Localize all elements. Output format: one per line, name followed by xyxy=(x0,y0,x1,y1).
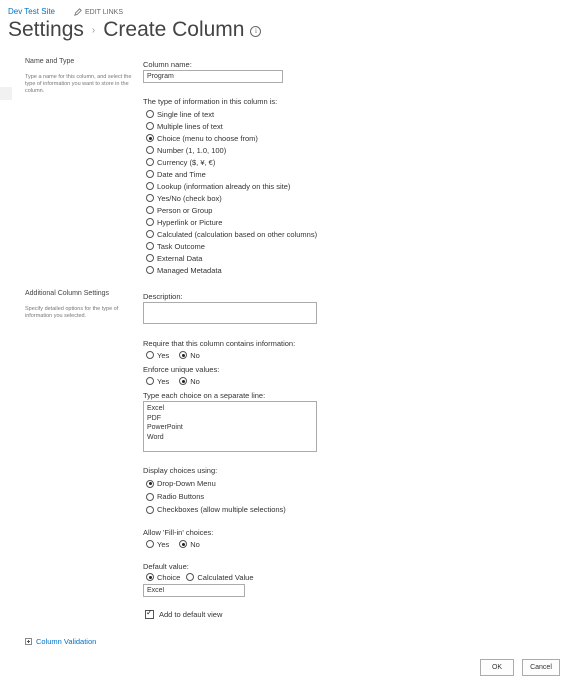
type-option[interactable] xyxy=(146,108,317,120)
type-option-label: External Data xyxy=(157,253,203,263)
column-validation-link[interactable] xyxy=(25,637,96,646)
type-option-label: Lookup (information already on this site) xyxy=(157,181,291,191)
default-choice-option[interactable] xyxy=(146,571,180,583)
type-option[interactable] xyxy=(146,168,317,180)
type-radio-list xyxy=(146,108,317,276)
unique-label: Enforce unique values: xyxy=(143,365,220,374)
type-option[interactable] xyxy=(146,252,317,264)
radio-icon xyxy=(146,493,154,501)
name-type-title: Name and Type xyxy=(25,58,75,65)
type-option-label: Multiple lines of text xyxy=(157,121,223,131)
display-radio-label: Radio Buttons xyxy=(157,492,205,501)
display-label: Display choices using: xyxy=(143,466,218,475)
radio-icon xyxy=(146,146,154,154)
unique-no-label: No xyxy=(190,376,200,386)
site-link[interactable]: Dev Test Site xyxy=(8,7,55,16)
default-calculated-label: Calculated Value xyxy=(197,572,254,582)
expand-plus-icon xyxy=(25,638,32,645)
type-label: The type of information in this column is: xyxy=(143,97,278,106)
ok-button[interactable]: OK xyxy=(480,659,514,676)
choice-line: PDF xyxy=(147,414,161,422)
require-label: Require that this column contains information: xyxy=(143,339,296,348)
type-option[interactable] xyxy=(146,120,317,132)
type-option[interactable] xyxy=(146,180,317,192)
type-option[interactable] xyxy=(146,204,317,216)
type-option[interactable] xyxy=(146,240,317,252)
type-option[interactable] xyxy=(146,264,317,276)
type-option-label: Task Outcome xyxy=(157,241,205,251)
default-value-options xyxy=(146,571,264,583)
type-option[interactable] xyxy=(146,144,317,156)
additional-settings-title: Additional Column Settings xyxy=(25,290,110,297)
column-name-input[interactable] xyxy=(143,70,283,83)
additional-settings-desc: Specify detailed options for the type of information you selected. xyxy=(25,306,119,319)
radio-selected-icon xyxy=(146,480,154,488)
radio-icon xyxy=(146,110,154,118)
radio-icon xyxy=(146,182,154,190)
radio-icon xyxy=(146,254,154,262)
fillin-options xyxy=(146,538,210,550)
radio-icon xyxy=(146,266,154,274)
require-yes-option[interactable] xyxy=(146,349,169,361)
radio-icon xyxy=(146,351,154,359)
radio-icon xyxy=(146,242,154,250)
type-option-label: Single line of text xyxy=(157,109,215,119)
require-options xyxy=(146,349,210,361)
radio-selected-icon xyxy=(179,377,187,385)
description-label: Description: xyxy=(143,292,183,301)
choice-line: Excel xyxy=(147,405,165,412)
breadcrumb-separator: › xyxy=(91,25,96,36)
require-yes-label: Yes xyxy=(157,350,170,360)
edit-links-label: EDIT LINKS xyxy=(85,8,123,16)
display-checkboxes-label: Checkboxes (allow multiple selections) xyxy=(157,505,286,514)
default-value-input[interactable] xyxy=(143,584,245,597)
display-checkboxes-option[interactable] xyxy=(146,503,286,516)
radio-icon xyxy=(186,573,194,581)
radio-icon xyxy=(146,218,154,226)
radio-selected-icon xyxy=(179,351,187,359)
radio-selected-icon xyxy=(179,540,187,548)
display-options xyxy=(146,477,286,516)
type-option-label: Yes/No (check box) xyxy=(157,193,222,203)
type-option[interactable] xyxy=(146,156,317,168)
default-choice-label: Choice xyxy=(157,572,181,582)
add-default-view-label: Add to default view xyxy=(159,609,223,619)
type-option-label: Number (1, 1.0, 100) xyxy=(157,145,227,155)
radio-icon xyxy=(146,158,154,166)
unique-no-option[interactable] xyxy=(179,375,200,387)
radio-icon xyxy=(146,377,154,385)
display-dropdown-label: Drop-Down Menu xyxy=(157,479,216,488)
add-default-view-checkbox[interactable] xyxy=(145,610,154,619)
column-name-label: Column name: xyxy=(143,60,192,69)
type-option[interactable] xyxy=(146,228,317,240)
description-textarea[interactable] xyxy=(143,302,317,324)
radio-icon xyxy=(146,122,154,130)
type-option-label: Calculated (calculation based on other columns) xyxy=(157,229,318,239)
choices-textarea[interactable] xyxy=(143,401,317,452)
type-option-label: Currency ($, ¥, €) xyxy=(157,157,216,167)
choice-line: PowerPoint xyxy=(147,424,183,431)
radio-icon xyxy=(146,230,154,238)
unique-yes-option[interactable] xyxy=(146,375,169,387)
fillin-yes-label: Yes xyxy=(157,539,170,549)
radio-icon xyxy=(146,540,154,548)
radio-icon xyxy=(146,170,154,178)
title-settings-link[interactable]: Settings xyxy=(8,18,84,41)
info-icon[interactable]: i xyxy=(250,26,261,37)
radio-selected-icon xyxy=(146,573,154,581)
require-no-label: No xyxy=(190,350,200,360)
pencil-icon xyxy=(74,8,82,16)
type-option[interactable] xyxy=(146,192,317,204)
cancel-button[interactable]: Cancel xyxy=(522,659,560,676)
add-default-view-row xyxy=(145,608,222,620)
type-option-label: Choice (menu to choose from) xyxy=(157,133,258,143)
left-panel-tab xyxy=(0,87,12,100)
page-title xyxy=(8,18,261,42)
type-option-label: Managed Metadata xyxy=(157,265,222,275)
radio-icon xyxy=(146,206,154,214)
require-no-option[interactable] xyxy=(179,349,200,361)
title-create-column: Create Column xyxy=(103,18,245,41)
display-radio-option[interactable] xyxy=(146,490,286,503)
edit-links-button[interactable] xyxy=(74,8,123,16)
unique-yes-label: Yes xyxy=(157,376,170,386)
fillin-yes-option[interactable] xyxy=(146,538,169,550)
fillin-no-label: No xyxy=(190,539,200,549)
type-option-label: Person or Group xyxy=(157,205,213,215)
default-calculated-option[interactable] xyxy=(186,571,253,583)
radio-selected-icon xyxy=(146,134,154,142)
choices-label: Type each choice on a separate line: xyxy=(143,391,266,400)
type-option-label: Hyperlink or Picture xyxy=(157,217,223,227)
display-dropdown-option[interactable] xyxy=(146,477,286,490)
choice-line: Word xyxy=(147,433,164,441)
fillin-no-option[interactable] xyxy=(179,538,200,550)
unique-options xyxy=(146,375,210,387)
radio-icon xyxy=(146,506,154,514)
name-type-desc: Type a name for this column, and select the type of information you want to store in the column. xyxy=(25,74,132,94)
type-option-label: Date and Time xyxy=(157,169,206,179)
type-option[interactable] xyxy=(146,216,317,228)
fillin-label: Allow 'Fill-in' choices: xyxy=(143,528,214,537)
type-option[interactable] xyxy=(146,132,317,144)
default-value-label: Default value: xyxy=(143,562,189,571)
radio-icon xyxy=(146,194,154,202)
column-validation-label: Column Validation xyxy=(36,637,97,646)
